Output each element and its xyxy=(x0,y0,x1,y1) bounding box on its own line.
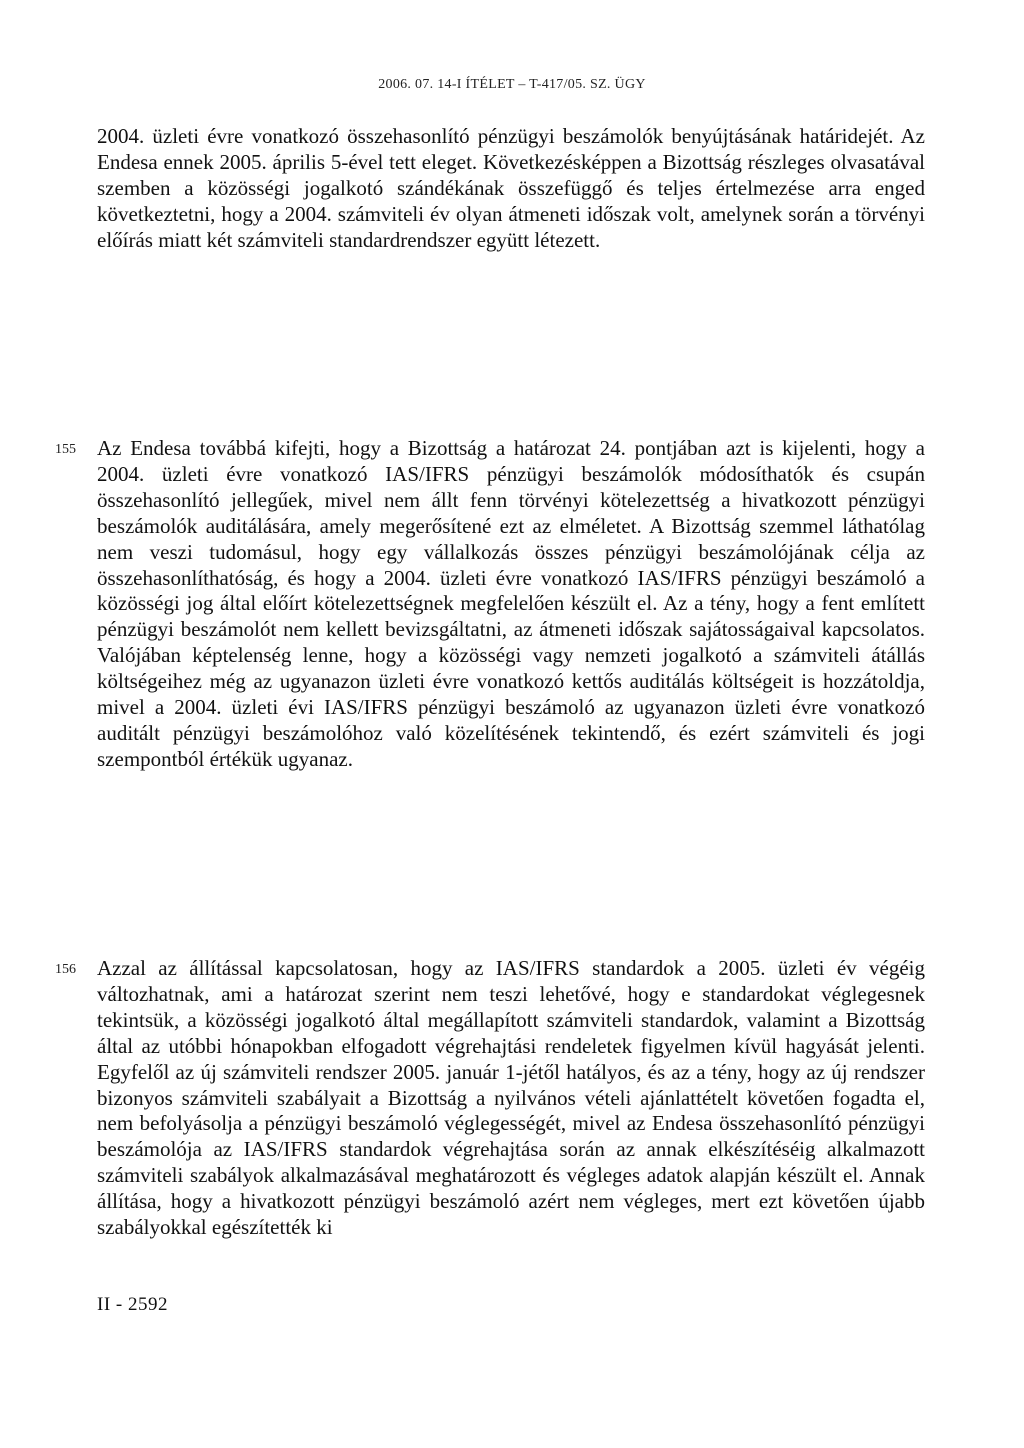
paragraph-number-156: 156 xyxy=(55,962,76,977)
paragraph-155: Az Endesa továbbá kifejti, hogy a Bizottság a határozat 24. pontjában azt is kijelenti, hogy a 2004. üzleti évre vonatkozó IAS/IFRS pénzügyi beszámolók módosíthatók és csupán összehasonlító jellegűek, mivel nem állt fenn törvényi kötelezettség a hivatkozott pénzügyi beszámolók auditálására, amely megerősítené ezt az elméletet. A Bizottság szemmel láthatólag nem veszi tudomásul, hogy egy vállalkozás összes pénzügyi beszámolójának célja az összehasonlíthatóság, és hogy a 2004. üzleti évre vonatkozó IAS/IFRS pénzügyi beszámoló a közösségi jog által előírt kötelezettségnek megfelelően készült el. Az a tény, hogy a fent említett pénzügyi beszámolót nem kellett bevizsgáltatni, az átmeneti időszak sajátosságaival kapcsolatos. Valójában képtelenség lenne, hogy a közösségi vagy nemzeti jogalkotó a számviteli átállás költségeihez még az ugyanazon üzleti évre vonatkozó kettős auditálás költségeit is hozzátoldja, mivel a 2004. üzleti évi IAS/IFRS pénzügyi beszámoló az ugyanazon üzleti évre vonatkozó auditált pénzügyi beszámolóhoz való közelítésének tekintendő, és ezért számviteli és jogi szempontból értékük ugyanaz. xyxy=(97,436,925,771)
paragraph-continuation: 2004. üzleti évre vonatkozó összehasonlító pénzügyi beszámolók benyújtásának határidejét. Az Endesa ennek 2005. április 5-ével tett eleget. Következésképpen a Bizottság részleges olvasatával szemben a közösségi jogalkotó szándékának összefüggő és teljes értelmezése arra enged következtetni, hogy a 2004. számviteli év olyan átmeneti időszak volt, amelynek során a törvényi előírás miatt két számviteli standardrendszer együtt létezett. xyxy=(97,124,925,252)
running-header: 2006. 07. 14-I ÍTÉLET – T-417/05. SZ. ÜGY xyxy=(378,77,646,92)
paragraph-156: Azzal az állítással kapcsolatosan, hogy az IAS/IFRS standardok a 2005. üzleti év végéig változhatnak, ami a határozat szerint nem teszi lehetővé, hogy e standardokat véglegesnek tekintsük, a közösségi jogalkotó által megállapított számviteli standardok, valamint a Bizottság által az utóbbi hónapokban elfogadott végrehajtási rendeletek figyelmen kívül hagyását jelenti. Egyfelől az új számviteli rendszer 2005. január 1-jétől hatályos, és az a tény, hogy az új rendszer bizonyos számviteli szabályait a Bizottság a nyilvános vételi ajánlattételt követően fogadta el, nem befolyásolja a pénzügyi beszámoló véglegességét, mivel az Endesa összehasonlító pénzügyi beszámolója az IAS/IFRS standardok végrehajtása során az annak elkészítéséig alkalmazott számviteli szabályok alkalmazásával meghatározott és végleges adatok alapján készült el. Annak állítása, hogy a hivatkozott pénzügyi beszámoló azért nem végleges, mert ezt követően újabb szabályokkal egészítették ki xyxy=(97,956,925,1240)
paragraph-number-155: 155 xyxy=(55,442,76,457)
page-number: II - 2592 xyxy=(97,1294,168,1315)
